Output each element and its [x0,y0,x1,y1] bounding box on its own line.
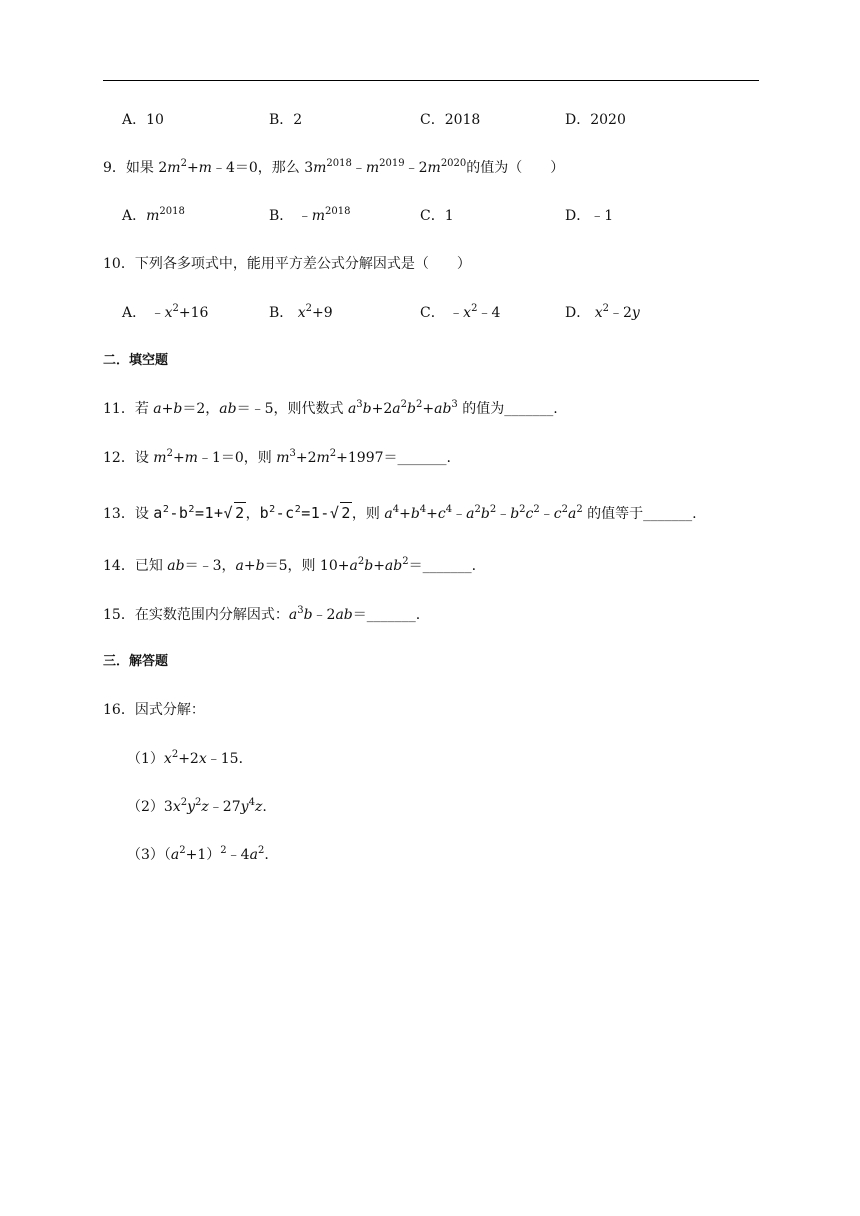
q10-option-a: A． $﹣x^2+16$ [122,303,209,321]
q9-option-d: D．﹣1 [565,208,614,224]
question-11: 11．若 a+b＝2，ab＝﹣5，则代数式 $a^3b+2a^2b^2+ab^3$ 的值为_______. [103,399,558,417]
question-9: 9．如果 $2m^2+m﹣4=0$，那么 $3m^{2018}﹣m^{2019}﹣2m^{2020}$的值为（ ） [103,158,565,176]
question-15: 15．在实数范围内分解因式：$a^3b﹣2ab=\_\_\_\_\_\_\_$. [103,605,421,623]
answer-blank: _______ [422,558,472,574]
q9-option-c: C．1 [420,208,454,224]
equation-image: $b^2-c^2=1-√$ 2 [259,504,351,522]
question-14: 14．已知 ab＝﹣3，a+b＝5，则 $10+a^2b+ab^2=\_\_\_\_\_\_\_$. [103,556,477,574]
section-title-solutions: 三．解答题 [103,654,169,669]
q10-option-d: D． $x^2﹣2y$ [565,303,640,321]
question-10: 10．下列各多项式中，能用平方差公式分解因式是（ ） [103,256,471,272]
answer-blank: _______ [504,401,554,417]
answer-blank: _______ [366,607,416,623]
q16-item-1: $(1)x^2+2x﹣15$． [127,749,253,767]
answer-blank: _______ [643,506,693,522]
q8-option-d: D．2020 [565,112,626,128]
q10-option-c: C． $﹣x^2﹣4$ [420,303,501,321]
q8-option-a: A．10 [122,112,164,128]
section-title-fill-in: 二．填空题 [103,353,169,368]
equation-image: $a^2-b^2=1+√$ 2 [153,504,245,522]
q16-item-3: $(3)(a^2+1)^2﹣4a^2$. [127,845,269,863]
q9-option-a: A．$m^{2018}$ [122,206,185,224]
question-12: 12．设 $m^2+m﹣1=0$，则 $m^3+2m^2+1997=\_\_\_\_\_\_\_$. [103,448,451,466]
q8-option-c: C．2018 [420,112,481,128]
question-13: 13．设 $a^2-b^2=1+√$ 2，$b^2-c^2=1-√$ 2，则 $a^4+b^4+c^4﹣a^2b^2﹣b^2c^2﹣c^2a^2$ 的值等于_______. [103,504,697,522]
q9-option-b: B． $﹣m^{2018}$ [269,206,351,224]
q8-option-b: B．2 [269,112,303,128]
question-16: 16．因式分解： [103,702,205,718]
q10-option-b: B． $x^2+9$ [269,303,333,321]
q16-item-2: $(2)3x^2y^2z﹣27y^4z$. [127,797,267,815]
header-rule [103,80,759,81]
answer-blank: _______ [397,450,447,466]
